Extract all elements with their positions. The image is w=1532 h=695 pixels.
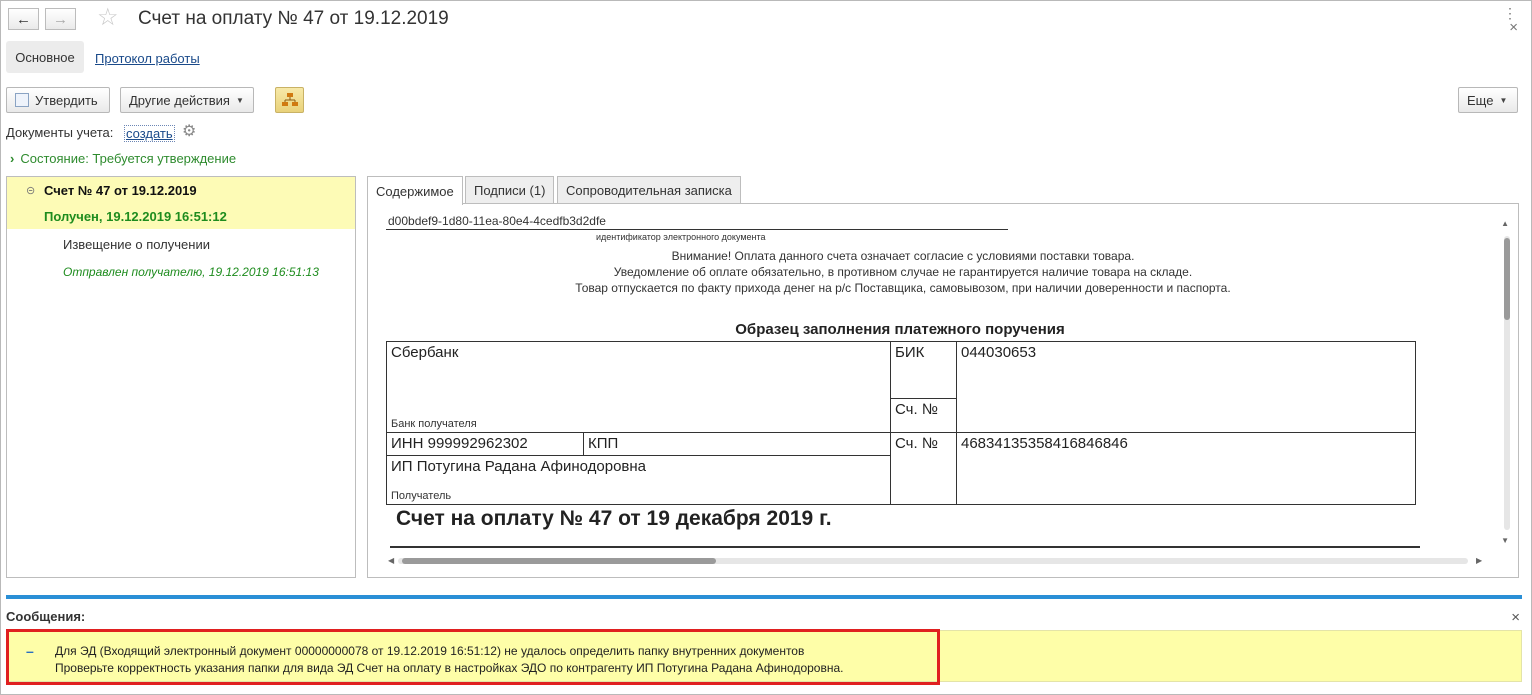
window-title: Счет на оплату № 47 от 19.12.2019	[138, 8, 449, 29]
tab-protocol[interactable]: Протокол работы	[95, 51, 200, 66]
document-approve-icon	[15, 93, 29, 107]
account-value: 46834135358416846846	[961, 435, 1128, 452]
more-label: Еще	[1467, 92, 1494, 108]
chevron-down-icon: ▼	[235, 95, 244, 105]
hierarchy-icon	[282, 93, 298, 107]
forward-button[interactable]	[45, 8, 76, 30]
arrow-left-icon: ←	[16, 10, 31, 28]
tree-child-title[interactable]: Извещение о получении	[63, 237, 210, 252]
create-doc-link[interactable]: создать	[126, 126, 173, 141]
kpp-cell	[584, 433, 891, 456]
recipient-cell	[387, 456, 891, 505]
bank-cell	[387, 342, 891, 433]
vertical-scroll-thumb[interactable]	[1504, 238, 1510, 320]
divider	[386, 229, 1008, 230]
more-button[interactable]	[1458, 87, 1518, 113]
document-view	[367, 203, 1519, 578]
back-button[interactable]	[8, 8, 39, 30]
bik-value: 044030653	[961, 344, 1037, 361]
state-text: Состояние: Требуется утверждение	[20, 151, 237, 166]
message-marker-icon: –	[26, 643, 34, 659]
bik-value-cell	[957, 342, 1416, 433]
approve-button[interactable]	[6, 87, 110, 113]
other-actions-label: Другие действия	[129, 92, 230, 108]
tab-cover-note[interactable]: Сопроводительная записка	[557, 176, 741, 204]
other-actions-button[interactable]	[120, 87, 254, 113]
approve-label: Утвердить	[35, 92, 98, 108]
more-menu-icon[interactable]: ⋮	[1503, 5, 1518, 21]
close-icon[interactable]: ×	[1511, 609, 1520, 626]
payment-details-table	[386, 341, 1416, 505]
payment-sample-title: Образец заполнения платежного поручения	[735, 321, 1065, 338]
tree-child-status: Отправлен получателю, 19.12.2019 16:51:13	[63, 265, 319, 279]
inn: ИНН 999992962302	[391, 435, 528, 452]
bik-label-cell	[891, 342, 957, 399]
tab-main[interactable]: Основное	[6, 41, 84, 73]
account-label-cell	[891, 433, 957, 505]
collapse-icon[interactable]: ⊝	[26, 185, 36, 197]
corr-label-cell	[891, 399, 957, 433]
scroll-right-icon[interactable]: ▶	[1476, 556, 1483, 565]
invoice-title: Счет на оплату № 47 от 19 декабря 2019 г.	[396, 507, 832, 530]
warning-line-1: Внимание! Оплата данного счета означает согласие с условиями поставки товара.	[671, 249, 1135, 263]
divider	[390, 546, 1420, 548]
horizontal-scroll-thumb[interactable]	[402, 558, 716, 564]
inn-cell	[387, 433, 584, 456]
bank-caption: Банк получателя	[391, 418, 477, 430]
bank-name: Сбербанк	[391, 344, 459, 361]
arrow-right-icon: →	[53, 10, 68, 28]
tree-root-status: Получен, 19.12.2019 16:51:12	[44, 209, 227, 224]
warning-line-2: Уведомление об оплате обязательно, в противном случае не гарантируется наличие товара на складе.	[613, 265, 1193, 279]
scroll-down-icon[interactable]: ▼	[1501, 536, 1509, 545]
document-id: d00bdef9-1d80-11ea-80e4-4cedfb3d2dfe	[388, 214, 606, 228]
account-value-cell	[957, 433, 1416, 505]
corr-account-label: Сч. №	[895, 401, 938, 418]
kpp: КПП	[588, 435, 619, 452]
account-label: Сч. №	[895, 435, 938, 452]
chevron-down-icon: ▼	[1499, 95, 1508, 105]
close-icon[interactable]: ×	[1509, 19, 1518, 36]
star-icon[interactable]: ☆	[97, 4, 119, 31]
message-line-2[interactable]: Проверьте корректность указания папки для вида ЭД Счет на оплату в настройках ЭДО по контрагенту ИП Потугина Радана Афинодоровна.	[55, 661, 844, 675]
scroll-up-icon[interactable]: ▲	[1501, 219, 1509, 228]
tab-signatures[interactable]: Подписи (1)	[465, 176, 554, 204]
tree-root-title[interactable]: Счет № 47 от 19.12.2019	[44, 183, 197, 198]
document-tree	[6, 176, 356, 578]
accounting-docs-label: Документы учета:	[6, 125, 114, 140]
recipient-caption: Получатель	[391, 490, 452, 502]
scroll-left-icon[interactable]: ◀	[388, 556, 395, 565]
tab-content[interactable]: Содержимое	[367, 176, 463, 205]
messages-separator[interactable]	[6, 595, 1522, 599]
message-highlight-box	[6, 629, 940, 685]
chevron-right-icon: ›	[10, 151, 15, 166]
state-line[interactable]	[10, 151, 236, 166]
message-line-1[interactable]: Для ЭД (Входящий электронный документ 00000000078 от 19.12.2019 16:51:12) не удалось определить папку внутренних документов	[55, 644, 805, 658]
messages-title: Сообщения:	[6, 609, 86, 624]
recipient-name: ИП Потугина Радана Афинодоровна	[391, 458, 647, 475]
gear-icon[interactable]: ⚙	[182, 123, 197, 140]
warning-line-3: Товар отпускается по факту прихода денег на р/с Поставщика, самовывозом, при наличии доверенности и паспорта.	[575, 281, 1231, 295]
structure-button[interactable]	[275, 87, 304, 113]
document-id-caption: идентификатор электронного документа	[596, 232, 766, 242]
bik-label: БИК	[895, 344, 925, 361]
